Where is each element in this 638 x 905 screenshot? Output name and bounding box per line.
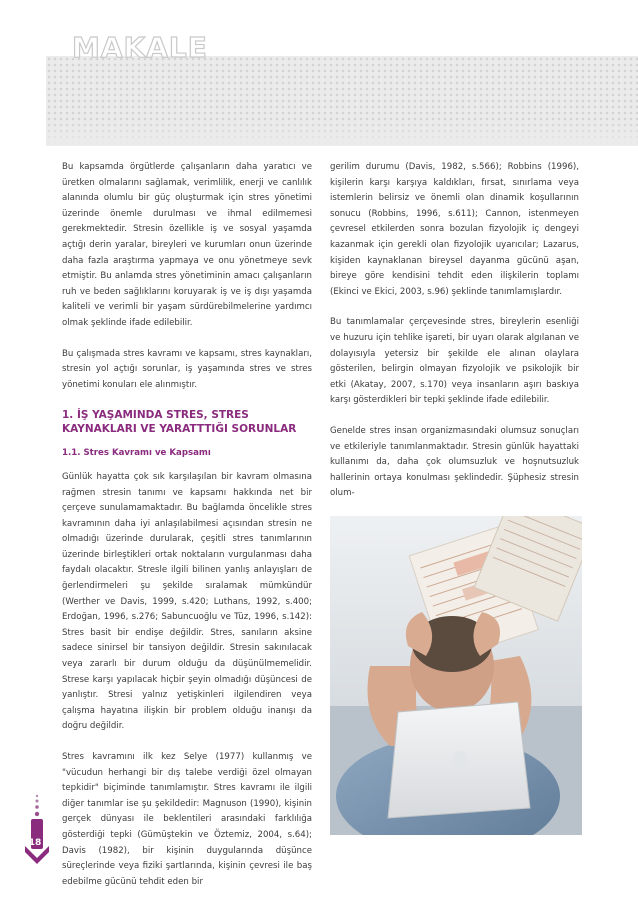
page-marker-decoration — [22, 792, 52, 872]
paragraph: Bu tanımlamalar çerçevesinde stres, bireylerin esenliği ve huzuru için tehlike işareti, bir uyarı olarak algılanan ve dolayısıyla yetersiz bir şekilde ele alınan olaylara gösterilen, belirgin olmayan fizyolojik ve psikolojik bir etki (Akatay, 2007, s.170) veya insanların aşırı baskıya karşı gösterdikleri bir tepki şeklinde ifade edilebilir. — [330, 317, 579, 406]
header-band-fade — [46, 120, 638, 146]
paragraph: gerilim durumu (Davis, 1982, s.566); Robbins (1996), kişilerin karşı karşıya kaldıkları, fırsat, sınırlama veya istemlerin belirsiz ve önemli olan dinamik koşullarının sonucu (Robbins, 1996, s.611); Cannon, istenmeyen çevresel etkilerden sonra bozulan fizyolojik iç dengeyi kazanmak için gerekli olan fizyolojik uyarıcılar; Lazarus, kişiden kaynaklanan bireysel dayanma gücünü aşan, bireye göre kendisini tehdit eden ilişkilerin toplamı (Ekinci ve Ekici, 2003, s.96) şeklinde tanımlamışlardır. — [330, 162, 579, 297]
left-column — [62, 160, 312, 905]
paragraph: Genelde stres insan organizmasındaki olumsuz sonuçları ve etkileriyle tanımlanmaktadır. Stresin günlük hayattaki kullanımı da, daha çok olumsuzluk ve hoşnutsuzluk hallerinin ortaya konulması şeklindedir. Şüphesiz stresin olum- — [330, 425, 579, 499]
paragraph: Bu çalışmada stres kavramı ve kapsamı, stres kaynakları, stresin yol açtığı sorunlar, iş yaşamında stres ve stres yönetimi konuları ele alınmıştır. — [62, 348, 312, 390]
paragraph: Günlük hayatta çok sık karşılaşılan bir kavram olmasına rağmen stresin tanımı ve kapsamı hakkında net bir çerçeve sunulamamaktadır. Bu bağlamda öncelikle stres kavramının daha iyi anlaşılabilmesi açısından stresin ne olmadığı üzerinde durularak, çeşitli stres tanımlarının üzerinde birleştikleri ortak noktaların vurgulanması daha faydalı olacaktır. Stresle ilgili bilinen yanlış anlayışları de ğerlendirmeleri şu şekilde sıralamak mümkündür (Werther ve Davis, 1999, s.420; Luthans, 1992, s.400; Erdoğan, 1996, s.276; Sabuncuoğlu ve Tüz, 1996, s.142): Stres basit bir endişe değildir. Stres, sanıların aksine sadece sinirsel bir tansiyon değildir. Stresin sakınılacak veya zararlı bir durum olduğu da düşünülmemelidir. Strese karşı yapılacak hiçbir şeyin olmadığı düşüncesi de yanlıştır. Stresi yalnız yetişkinleri ilgilendiren veya çalışma hayatına ilişkin bir problem olduğu inanışı da doğru değildir. — [62, 471, 312, 732]
subsection-heading: 1.1. Stres Kavramı ve Kapsamı — [62, 448, 211, 459]
section-title: MAKALE — [72, 31, 208, 64]
photo-illustration — [330, 516, 582, 835]
section-heading: 1. İŞ YAŞAMINDA STRES, STRES KAYNAKLARI VE YARATTTIĞI SORUNLAR — [62, 409, 297, 436]
stressed-man-photo — [330, 516, 582, 835]
right-column — [330, 160, 579, 517]
paragraph: Bu kapsamda örgütlerde çalışanların daha yaratıcı ve üretken olmalarını sağlamak, verimlilik, enerji ve canlılık alanında olumlu bir güç oluşturmak için stres yönetimi üzerinde önemle durulması ve ihmal edilmemesi gerekmektedir. Stresin özellikle iş ve sosyal yaşamda açtığı derin yaralar, bireyleri ve kurumları onun üzerinde daha fazla araştırma yapmaya ve onu yönetmeye sevk etmiştir. Bu anlamda stres yönetiminin amacı çalışanların ruh ve beden sağlıklarını koruyarak iş ve iş dışı yaşamda kaliteli ve verimli bir yaşam sürdürebilmelerine yardımcı olmak şeklinde ifade edilebilir. — [62, 162, 312, 328]
paragraph: Stres kavramını ilk kez Selye (1977) kullanmış ve "vücudun herhangi bir dış talebe verdiği özel olmayan tepkidir" biçiminde tanımlamıştır. Stres kavramı ile ilgili diğer tanımlar ise şu şekildedir: Magnuson (1990), kişinin gerçek dünyası ile beklentileri arasındaki farklılığa gösterdiği tepki (Gümüştekin ve Öztemiz, 2004, s.64); Davis (1982), bir kişinin duygularında düşünce süreçlerinde veya fiziki şartlarında, kişinin çevresi ile baş edebilme gücünü tehdit eden bir — [62, 752, 312, 887]
page-number: 18 — [28, 838, 42, 848]
